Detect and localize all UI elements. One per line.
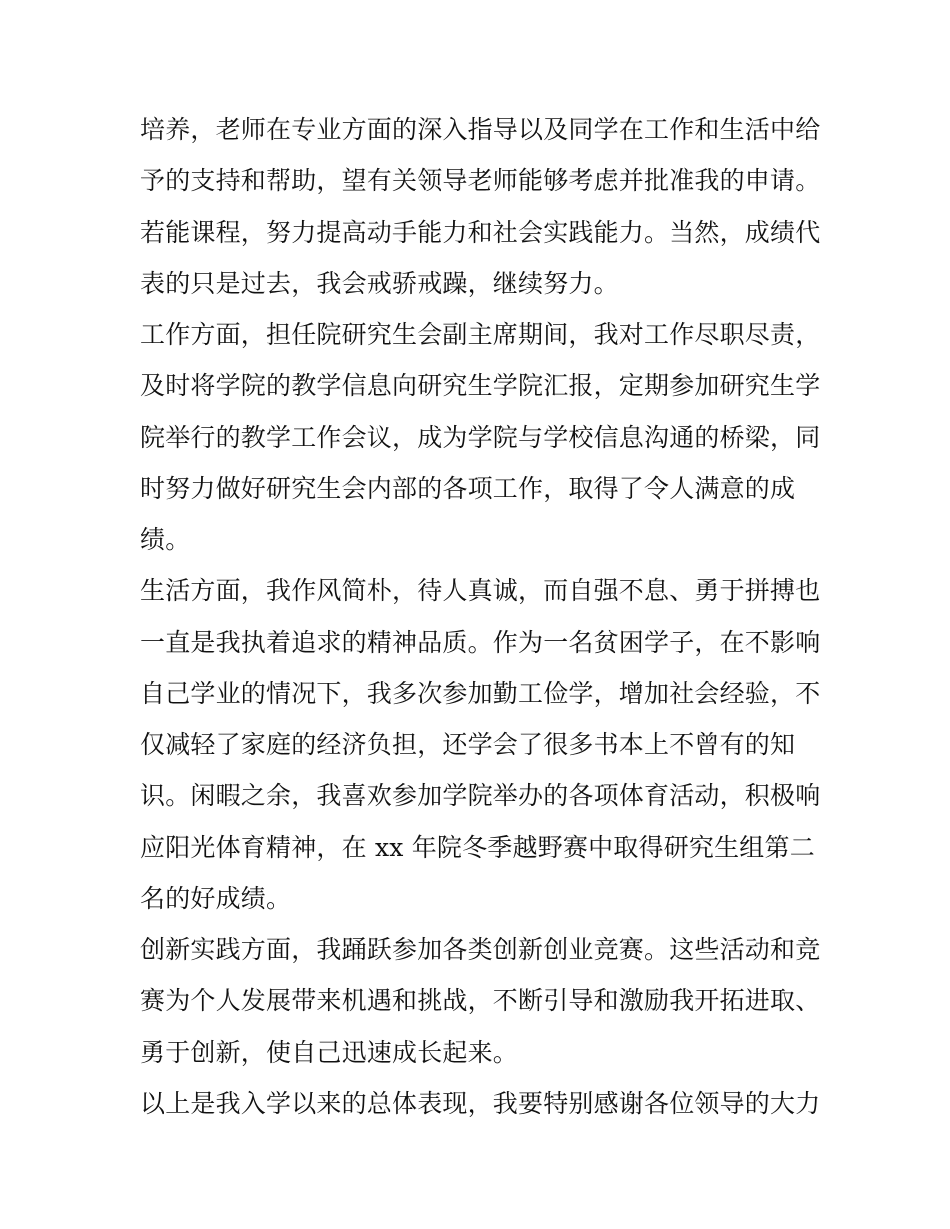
text-line: 表的只是过去，我会戒骄戒躁，继续努力。 bbox=[140, 268, 619, 298]
text-line: 自己学业的情况下，我多次参加勤工俭学，增加社会经验，不 bbox=[140, 678, 821, 708]
text-line: 一直是我执着追求的精神品质。作为一名贫困学子，在不影响 bbox=[140, 627, 821, 657]
text-line: 工作方面，担任院研究生会副主席期间，我对工作尽职尽责， bbox=[140, 320, 821, 349]
text-line: 名的好成绩。 bbox=[140, 883, 292, 913]
text-line: 应阳光体育精神，在 xx 年院冬季越野赛中取得研究生组第二 bbox=[140, 832, 815, 862]
text-line: 勇于创新，使自己迅速成长起来。 bbox=[140, 1037, 519, 1067]
text-line: 仅减轻了家庭的经济负担，还学会了很多书本上不曾有的知 bbox=[140, 730, 796, 759]
text-line: 赛为个人发展带来机遇和挑战，不断引导和激励我开拓进取、 bbox=[140, 986, 821, 1016]
text-line: 绩。 bbox=[140, 525, 191, 554]
text-line: 若能课程，努力提高动手能力和社会实践能力。当然，成绩代 bbox=[140, 217, 821, 247]
text-line: 予的支持和帮助，望有关领导老师能够考虑并批准我的申请。 bbox=[140, 166, 821, 196]
text-line: 院举行的教学工作会议，成为学院与学校信息沟通的桥梁，同 bbox=[140, 422, 821, 452]
text-line: 识。闲暇之余，我喜欢参加学院举办的各项体育活动，积极响 bbox=[140, 781, 821, 811]
text-line: 及时将学院的教学信息向研究生学院汇报，定期参加研究生学 bbox=[140, 371, 821, 401]
body-text bbox=[140, 104, 820, 1129]
text-line: 创新实践方面，我踊跃参加各类创新创业竞赛。这些活动和竞 bbox=[140, 935, 821, 964]
text-line: 培养，老师在专业方面的深入指导以及同学在工作和生活中给 bbox=[140, 115, 821, 144]
text-line: 生活方面，我作风简朴，待人真诚，而自强不息、勇于拼搏也 bbox=[140, 576, 821, 606]
text-line: 以上是我入学以来的总体表现，我要特别感谢各位领导的大力 bbox=[140, 1088, 821, 1118]
text-line: 时努力做好研究生会内部的各项工作，取得了令人满意的成 bbox=[140, 473, 796, 503]
